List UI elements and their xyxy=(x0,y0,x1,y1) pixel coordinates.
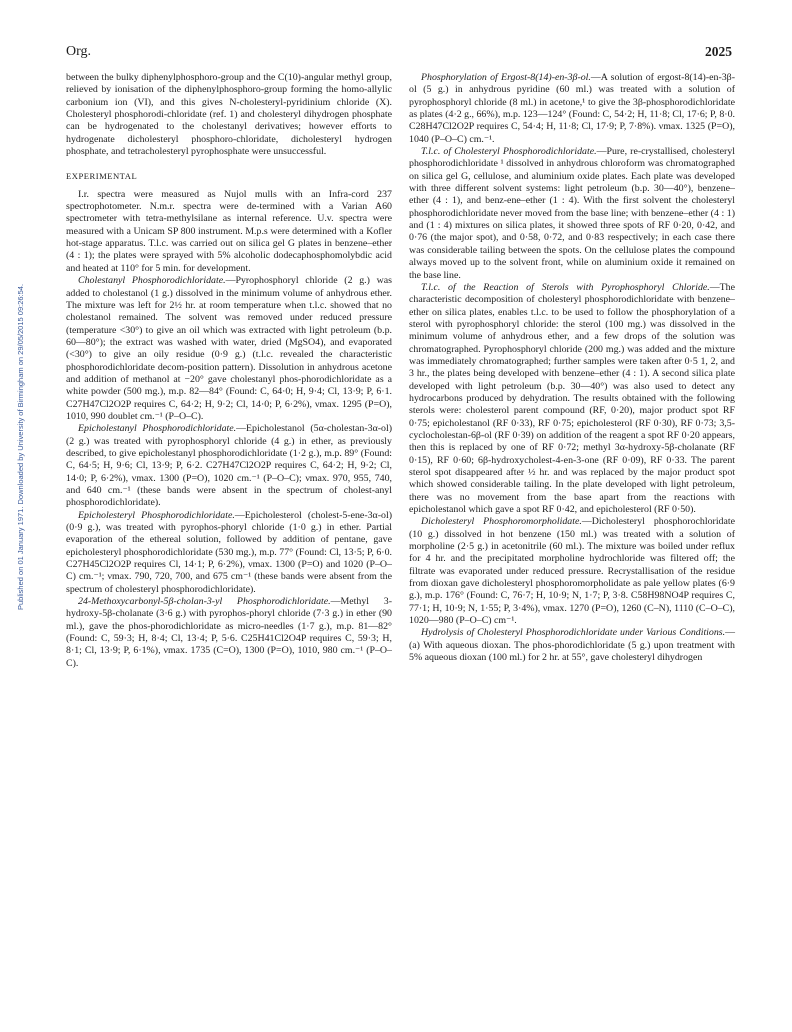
procedure-paragraph xyxy=(66,596,392,670)
procedure-text: —Epicholestanol (5α-cholestan-3α-ol) (2 g.) was treated with pyrophosphoryl chloride (4 g.) in ether, as previously described, to give epicholestanyl phosphorodichloridate (1·2 g.), m.p. 89° (Found: C, 64·5; H, 9·6; Cl, 13·9; P, 6·2. C27H47Cl2O2P requires C, 64·2; H, 9·2; Cl, 14·0; P, 6·2%), νmax. 1300 (P=O), 1020 cm.⁻¹ (P–O–C); νmax. 970, 955, 740, and 640 cm.⁻¹ (these bands were absent in the spectrum of cholest-anyl phosphorodichloridate). xyxy=(66,423,393,509)
procedure-paragraph xyxy=(409,516,735,627)
procedure-text: —The characteristic decomposition of cholesteryl phosphorodichloridate with benzene–ether on silica plates, enables t.l.c. to be used to follow the phosphorylation of a sterol with pyrophosphoryl chloride: the sterol (100 mg.) was dissolved in the minimum volume of anhydrous ether, and a few drops of the solution was chromatographed. Pyrophosphoryl chloride (200 mg.) was added and the mixture was immediately chromatographed; further samples were taken after 0·5 1, 2, and 3 hr., the plates being developed with benzene–ether (4 : 1). A second silica plate developed with light petroleum (b.p. 30—40°) was also used to detect any hydrocarbons produced by dehydration. The results obtained with the following sterols were: cholesterol parent compound (RF, 0·20), major product spot RF 0·75; epicholestanol (RF 0·33), RF 0·75; epicholesterol (RF 0·30), RF 0·73; 3,5-cyclocholestan-6β-ol (RF 0·39) on addition of the reagent a spot RF 0·20 appears, then this is replaced by one of RF 0·72; methyl 3α-hydroxy-5β-cholanate (RF 0·15), RF 0·60; 6β-hydroxycholest-4-en-3-one (RF 0·09), RF 0·33. The parent sterol spot disappeared after ½ hr. and was replaced by the major product spot which showed considerable tailing. In the plate developed with light petroleum, there was no movement from the base apart from the reactions with epicholestanol which gave a spot RF 0·42, and epicholesterol (RF 0·50). xyxy=(409,281,735,516)
procedure-paragraph xyxy=(409,627,735,664)
procedure-text: —A solution of ergost-8(14)-en-3β-ol (5 g.) in anhydrous pyridine (60 ml.) was treated with a solution of pyrophosphoryl chloride (8 ml.) in acetone,¹ to give the 3β-phosphorodichloridate as plates (4·2 g., 66%), m.p. 123—124° (Found: C, 54·2; H, 11·8; Cl, 17·6; P, 8·0. C28H47Cl2O2P requires C, 54·4; H, 11·8; Cl, 17·9; P, 7·8%). νmax. 1325 (P=O), 1040 (P–O–C) cm.⁻¹. xyxy=(409,72,735,145)
procedure-paragraph xyxy=(66,275,392,423)
procedure-paragraph xyxy=(66,510,392,596)
left-column xyxy=(66,72,392,670)
procedure-title: Hydrolysis of Cholesteryl Phosphorodichloridate under Various Conditions. xyxy=(421,627,726,639)
procedure-paragraph xyxy=(409,72,735,146)
procedure-text: —Epicholesterol (cholest-5-ene-3α-ol) (0·9 g.), was treated with pyrophos-phoryl chloride (1·0 g.) in ether. Partial evaporation of the ethereal solution, followed by addition of pentane, gave epicholesteryl phosphorodichloridate (530 mg.), m.p. 77° (Found: Cl, 13·5; P, 6·0. C27H45Cl2O2P requires Cl, 14·1; P, 6·2%), νmax. 1300 (P=O) and 1020 (P–O–C) cm.⁻¹; νmax. 790, 720, 700, and 675 cm⁻¹ (these bands were absent from the spectrum of cholesteryl phosphorodichloridate). xyxy=(66,509,392,595)
procedure-title: Epicholesteryl Phosphorodichloridate. xyxy=(78,509,235,521)
download-notice: Published on 01 January 1971. Downloaded by University of Birmingham on 29/05/2015 09:26:54. xyxy=(16,283,25,610)
right-column xyxy=(409,72,735,665)
download-watermark xyxy=(4,140,25,610)
procedure-title: Dicholesteryl Phosphoromorpholidate. xyxy=(421,516,582,528)
procedure-text: —(a) With aqueous dioxan. The phos-phorodichloridate (5 g.) upon treatment with 5% aqueous dioxan (100 ml.) for 2 hr. at 55°, gave cholesteryl dihydrogen xyxy=(409,627,735,664)
procedure-paragraph xyxy=(66,423,392,509)
procedure-title: T.l.c. of the Reaction of Sterols with Pyrophosphoryl Chloride. xyxy=(421,281,710,293)
procedure-title: Cholestanyl Phosphorodichloridate. xyxy=(78,275,226,287)
methods-paragraph: I.r. spectra were measured as Nujol mulls with an Infra-cord 237 spectrophotometer. N.m.r. spectra were de-termined with a Varian A60 spectrometer with tetra-methylsilane as internal reference. U.v. spectra were measured with a Unicam SP 800 instrument. M.p.s were determined with a Kofler hot-stage apparatus. T.l.c. was carried out on silica gel G plates in benzene–ether (4 : 1); the plates were sprayed with 5% alcoholic dodecaphosphomolybdic acid and heated at 110° for 5 min. for development. xyxy=(66,188,392,274)
procedure-paragraph xyxy=(409,282,735,517)
procedure-text: —Methyl 3-hydroxy-5β-cholanate (3·6 g.) with pyrophos-phoryl chloride (7·3 g.) in ether (90 ml.), gave the phos-phorodichloridate as micro-needles (1·7 g.), m.p. 81—82° (Found: C, 59·3; H, 8·4; Cl, 13·4; P, 5·6. C25H41Cl2O4P requires C, 59·3; H, 8·1; Cl, 13·9; P, 6·1%), νmax. 1735 (C=O), 1300 (P=O), 1010, 980 cm.⁻¹ (P–O–C). xyxy=(66,596,392,669)
procedure-text: —Dicholesteryl phosphorochloridate (10 g.) dissolved in hot benzene (150 ml.) was treated with a solution of morpholine (2·5 g.) in acetonitrile (60 ml.). The mixture was boiled under reflux for 4 hr. and the precipitated morpholine hydrochloride was filtered off; the filtrate was evaporated under reduced pressure. Recrystallisation of the residue from dioxan gave dicholesteryl phosphoromorpholidate as pale yellow plates (6·9 g.), m.p. 176° (Found: C, 76·7; H, 10·9; N, 1·7; P, 3·8. C58H98NO4P requires C, 77·1; H, 10·9; N, 1·55; P, 3·4%), νmax. 1270 (P=O), 1260 (C–N), 1110 (C–O–C), 1020—980 (P–O–C) cm⁻¹. xyxy=(409,516,736,627)
procedure-title: T.l.c. of Cholesteryl Phosphorodichloridate. xyxy=(421,146,597,158)
page-number: 2025 xyxy=(705,44,732,59)
procedure-text: —Pure, re-crystallised, cholesteryl phosphorodichloridate ¹ dissolved in anhydrous chloroform was chromatographed on silica gel G, cellulose, and aluminium oxide plates. Each plate was developed with three different solvent systems: light petroleum (b.p. 30—40°), benzene–ether (4 : 1), and benz-ene–ether (1 : 4). With the first solvent the cholesteryl phosphorodichloridate never moved from the base line; with benzene–ether (4 : 1) and (1 : 4) mixtures on silica plates, it showed three spots of RF 0·20, 0·42, and 0·76 (the major spot), and 0·58, 0·72, and 0·83 respectively; in each case there was considerable tailing between the spots. On the cellulose plates the compound always moved up to the solvent front, while on aluminium oxide it remained on the base line. xyxy=(409,146,736,281)
experimental-heading: EXPERIMENTAL xyxy=(66,171,138,182)
procedure-title: 24-Methoxycarbonyl-5β-cholan-3-yl Phosphorodichloridate. xyxy=(78,596,331,608)
procedure-title: Phosphorylation of Ergost-8(14)-en-3β-ol. xyxy=(421,72,591,83)
journal-section: Org. xyxy=(66,44,92,59)
procedure-title: Epicholestanyl Phosphorodichloridate. xyxy=(78,423,237,435)
procedure-text: —Pyrophosphoryl chloride (2 g.) was added to cholestanol (1 g.) dissolved in the minimum volume of anhydrous ether. The mixture was left for 2½ hr. at room temperature when t.l.c. showed that no cholestanol remained. The solvent was removed under reduced pressure (temperature <30°) to give an oil which was extracted with light petroleum (b.p. 60—80°); the extract was washed with water, dried (MgSO4), and evaporated (<30°) to give an oily residue (0·9 g.) (t.l.c. revealed the characteristic phosphorodichloridate decom-position pattern). Dissolution in anhydrous acetone and addition of methanol at −20° gave cholestanyl phos-phorodichloridate as a white powder (500 mg.), m.p. 82—84° (Found: C, 64·0; H, 9·4; Cl, 13·9; P, 6·1. C27H47Cl2O2P requires C, 64·2; H, 9·2; Cl, 14·0; P, 6·2%), νmax. 1295 (P=O), 1010, 990 doublet cm.⁻¹ (P–O–C). xyxy=(66,275,392,422)
intro-paragraph: between the bulky diphenylphosphoro-group and the C(10)-angular methyl group, relieved by ionisation of the diphenylphosphoro-group forming the homo-allylic carbonium ion (VI), and this gives N-cholesteryl-pyridinium chloride (X). Cholesteryl phosphorodi-chloridate (ref. 1) and cholesteryl dihydrogen phosphate can be hydrogenated to the cholestanyl derivatives; however efforts to hydrogenate dicholesteryl phosphoro-chloridate, dicholesteryl hydrogen phosphate, and tetracholesteryl pyrophosphate were unsuccessful. xyxy=(66,72,392,158)
procedure-paragraph xyxy=(409,146,735,282)
running-head xyxy=(66,44,732,62)
